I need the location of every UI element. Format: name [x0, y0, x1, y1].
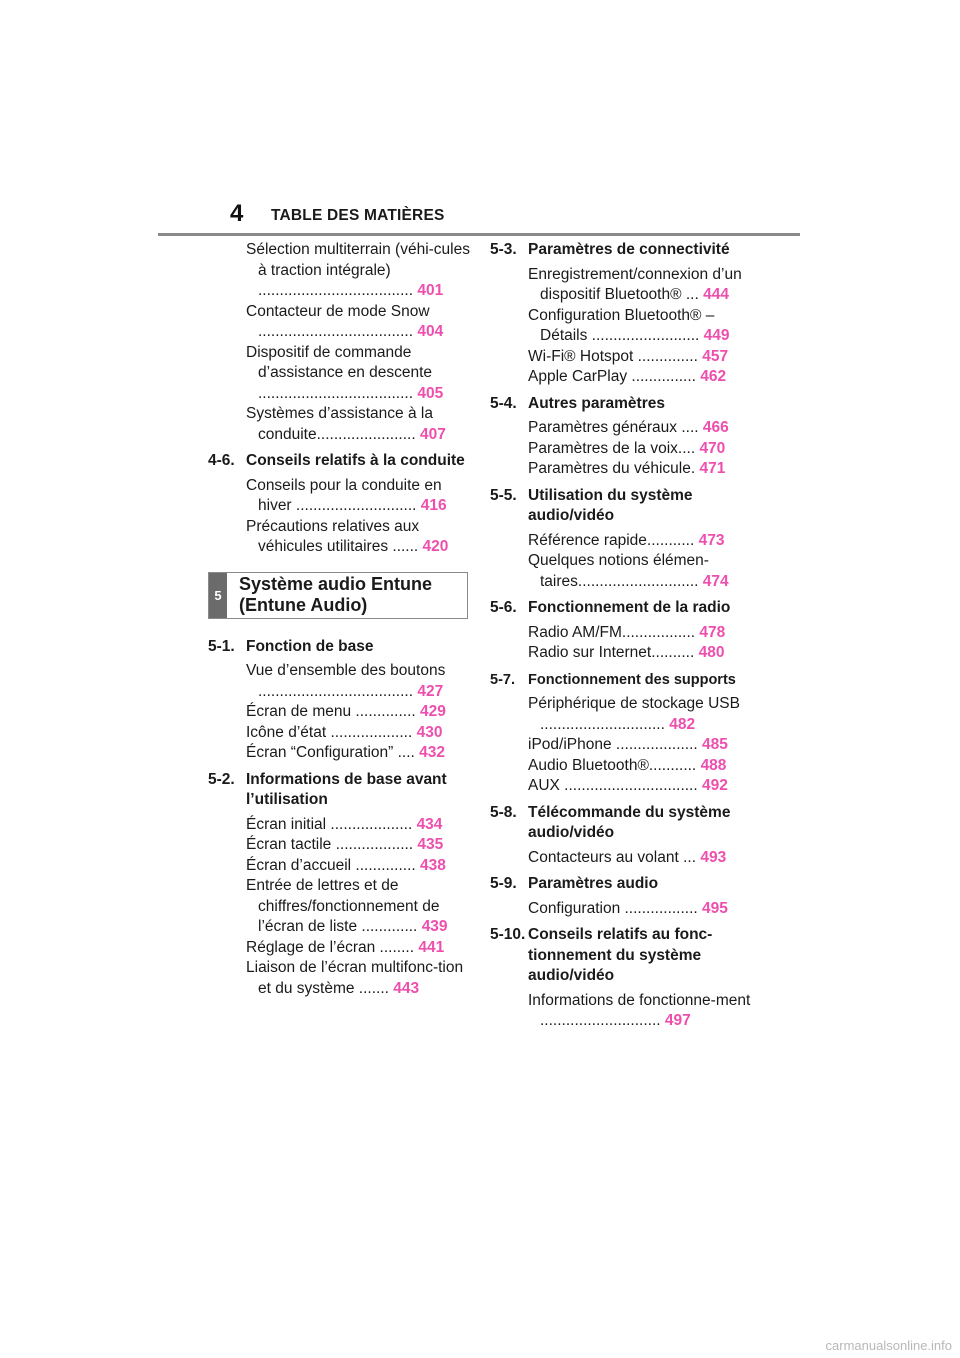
toc-entry-page[interactable]: 438: [420, 856, 446, 874]
toc-entry-text: Systèmes d’assistance à la conduite.......................: [246, 405, 433, 443]
toc-entry: [528, 265, 752, 306]
toc-entry: [246, 856, 470, 877]
section-entries: [490, 848, 752, 869]
toc-entry-page[interactable]: 432: [419, 744, 446, 761]
toc-entry-page[interactable]: 478: [699, 623, 726, 641]
section-title: Autres paramètres: [528, 394, 665, 412]
toc-entry-text: Écran “Configuration” ....: [246, 744, 415, 761]
toc-entry-page[interactable]: 497: [664, 1012, 691, 1029]
toc-entry: [246, 240, 470, 302]
section-title: Fonctionnement des supports: [528, 671, 736, 688]
section-heading: [490, 394, 752, 415]
toc-entry-page[interactable]: 434: [416, 815, 443, 833]
toc-entry: [246, 723, 470, 744]
section-heading: [490, 925, 752, 987]
section-title: Conseils relatifs à la conduite: [246, 452, 465, 469]
toc-entry: [528, 776, 752, 797]
toc-entry-text: Entrée de lettres et de chiffres/fonctionnement de l’écran de liste .............: [246, 877, 440, 935]
section-heading: [490, 240, 752, 261]
toc-entry-page[interactable]: 495: [702, 899, 728, 917]
toc-entry: [528, 306, 752, 347]
toc-entry-text: Vue d’ensemble des boutons ....................................: [246, 662, 446, 700]
section-heading: [490, 598, 752, 619]
toc-entry-page[interactable]: 493: [700, 848, 727, 866]
section-entries: [490, 418, 752, 480]
toc-entry: [246, 476, 470, 517]
section-entries: [490, 623, 752, 664]
toc-entry-page[interactable]: 404: [417, 323, 444, 340]
toc-entry: [528, 899, 752, 920]
toc-entry-text: Paramètres du véhicule.: [528, 460, 696, 477]
section-number: 5-6.: [490, 599, 517, 616]
toc-entry-page[interactable]: 471: [699, 460, 726, 477]
toc-entry-text: Paramètres de la voix....: [528, 439, 696, 457]
toc-entry-page[interactable]: 449: [703, 327, 730, 344]
section-heading: [490, 874, 752, 895]
toc-entry-text: Audio Bluetooth®...........: [528, 756, 697, 774]
section-number: 5-3.: [490, 241, 517, 258]
toc-entry: [246, 958, 470, 999]
toc-entry-text: Informations de fonctionne-ment ............................: [528, 991, 751, 1029]
toc-entry-page[interactable]: 470: [699, 439, 726, 457]
section-title: Informations de base avant l’utilisation: [246, 770, 447, 808]
toc-entry-text: Quelques notions élémen-taires............................: [528, 552, 709, 590]
toc-entry-text: Contacteur de mode Snow ....................................: [246, 302, 430, 340]
section-entries: [208, 661, 470, 764]
toc-entry: [246, 343, 470, 405]
section-number: 5-7.: [490, 671, 515, 688]
section-heading: [490, 486, 752, 527]
right-column: [490, 240, 752, 1032]
toc-entry-page[interactable]: 473: [698, 531, 725, 549]
section-title: Conseils relatifs au fonc-tionnement du système audio/vidéo: [528, 926, 713, 984]
toc-entry-text: Écran tactile ..................: [246, 836, 414, 853]
section-heading: [208, 451, 470, 472]
toc-entry: [528, 367, 752, 388]
toc-entry: [246, 517, 470, 558]
toc-entry-page[interactable]: 435: [417, 836, 444, 853]
left-column: [208, 240, 470, 999]
toc-entry-page[interactable]: 416: [420, 497, 447, 514]
section-heading: [208, 637, 470, 658]
toc-entry-page[interactable]: 482: [669, 715, 696, 733]
toc-entry-text: Écran d’accueil ..............: [246, 856, 416, 874]
section-heading: [490, 803, 752, 844]
section-title: Paramètres audio: [528, 875, 659, 892]
toc-entry: [246, 404, 470, 445]
toc-entry-text: Radio sur Internet..........: [528, 644, 695, 661]
toc-entry-page[interactable]: 427: [417, 682, 444, 700]
header-title: TABLE DES MATIÈRES: [271, 207, 445, 224]
toc-entry: [528, 459, 752, 480]
toc-entry: [528, 418, 752, 439]
toc-entry-page[interactable]: 407: [419, 425, 446, 443]
toc-entry: [246, 835, 470, 856]
toc-entry-page[interactable]: 488: [700, 756, 727, 774]
chapter-title: Système audio Entune (Entune Audio): [239, 573, 433, 615]
toc-entry-text: Wi-Fi® Hotspot ..............: [528, 347, 698, 365]
toc-entry-page[interactable]: 474: [702, 572, 729, 590]
section-title: Télécommande du système audio/vidéo: [528, 803, 731, 841]
toc-entry: [528, 756, 752, 777]
toc-entry-page[interactable]: 405: [417, 384, 444, 402]
toc-entry-text: Icône d’état ...................: [246, 723, 413, 741]
toc-entry-text: Conseils pour la conduite en hiver ............................: [246, 476, 442, 514]
toc-entry-page[interactable]: 462: [700, 368, 727, 385]
section-entries: [490, 899, 752, 920]
toc-entry-text: Enregistrement/connexion d’un dispositif Bluetooth® ...: [528, 265, 742, 303]
toc-entry: [528, 347, 752, 368]
toc-entry: [528, 735, 752, 756]
top-entries: [208, 240, 470, 445]
toc-entry: [528, 694, 752, 735]
watermark: carmanualsonline.info: [825, 1338, 952, 1353]
toc-entry-text: Réglage de l’écran ........: [246, 938, 415, 956]
toc-entry-text: Configuration .................: [528, 899, 698, 917]
toc-entry: [528, 848, 752, 869]
toc-entry-page[interactable]: 485: [702, 736, 728, 753]
section-number: 4-6.: [208, 452, 235, 469]
section-number: 5-2.: [208, 770, 235, 788]
toc-entry: [246, 302, 470, 343]
toc-entry-page[interactable]: 420: [422, 538, 449, 555]
toc-entry-page[interactable]: 443: [393, 979, 420, 997]
toc-entry-page[interactable]: 429: [420, 703, 446, 720]
toc-entry-text: Sélection multiterrain (véhi-cules à traction intégrale) ....................................: [246, 241, 470, 299]
section-entries: [490, 531, 752, 593]
toc-entry: [528, 531, 752, 552]
toc-entry: [246, 743, 470, 764]
toc-entry-text: Référence rapide...........: [528, 531, 695, 549]
toc-entry: [246, 938, 470, 959]
section-entries: [208, 476, 470, 558]
toc-entry-text: Périphérique de stockage USB .............................: [528, 695, 740, 733]
toc-entry-text: Paramètres généraux ....: [528, 419, 699, 436]
toc-entry-page[interactable]: 466: [702, 419, 729, 436]
chapter-tab: 5: [209, 573, 227, 618]
toc-entry: [528, 551, 752, 592]
toc-entry: [246, 702, 470, 723]
toc-entry-text: Apple CarPlay ...............: [528, 368, 696, 385]
section-entries: [490, 991, 752, 1032]
toc-entry: [528, 623, 752, 644]
toc-entry: [246, 815, 470, 836]
toc-entry: [528, 643, 752, 664]
toc-entry-text: AUX ...............................: [528, 777, 698, 794]
section-title: Utilisation du système audio/vidéo: [528, 486, 693, 524]
toc-entry-text: Précautions relatives aux véhicules utilitaires ......: [246, 517, 420, 555]
toc-entry-page[interactable]: 457: [702, 347, 729, 365]
section-number: 5-5.: [490, 486, 517, 504]
toc-entry-page[interactable]: 401: [417, 282, 444, 299]
header-rule: [158, 233, 800, 236]
section-number: 5-8.: [490, 803, 517, 821]
chapter-box: [208, 572, 468, 619]
section-title: Fonction de base: [246, 637, 374, 655]
toc-entry-text: Liaison de l’écran multifonc-tion et du système .......: [246, 959, 464, 997]
section-title: Paramètres de connectivité: [528, 241, 730, 258]
section-number: 5-9.: [490, 875, 517, 892]
toc-entry-text: iPod/iPhone ...................: [528, 736, 698, 753]
toc-entry-text: Écran de menu ..............: [246, 703, 416, 720]
section-title: Fonctionnement de la radio: [528, 599, 731, 616]
toc-entry: [528, 439, 752, 460]
toc-entry-text: Dispositif de commande d’assistance en descente ....................................: [246, 343, 433, 402]
toc-entry-text: Configuration Bluetooth® – Détails .........................: [528, 306, 715, 344]
section-heading: [490, 670, 752, 691]
toc-entry-text: Radio AM/FM.................: [528, 623, 696, 641]
section-entries: [490, 265, 752, 388]
toc-entry-page[interactable]: 430: [416, 723, 443, 741]
toc-entry: [528, 991, 752, 1032]
section-heading: [208, 770, 470, 811]
section-number: 5-1.: [208, 637, 235, 655]
toc-entry: [246, 661, 470, 702]
toc-entry-text: Contacteurs au volant ...: [528, 848, 697, 866]
toc-entry: [246, 876, 470, 938]
page-header: [158, 200, 800, 236]
toc-entry-page[interactable]: 444: [703, 286, 729, 303]
toc-entry-page[interactable]: 492: [702, 777, 728, 794]
toc-entry-page[interactable]: 441: [418, 938, 445, 956]
section-number: 5-10.: [490, 926, 526, 943]
toc-entry-page[interactable]: 439: [421, 918, 448, 935]
section-number: 5-4.: [490, 394, 517, 412]
section-entries: [208, 815, 470, 1000]
section-entries: [490, 694, 752, 797]
page-number: 4: [230, 200, 244, 227]
toc-entry-text: Écran initial ...................: [246, 815, 413, 833]
toc-entry-page[interactable]: 480: [698, 644, 725, 661]
